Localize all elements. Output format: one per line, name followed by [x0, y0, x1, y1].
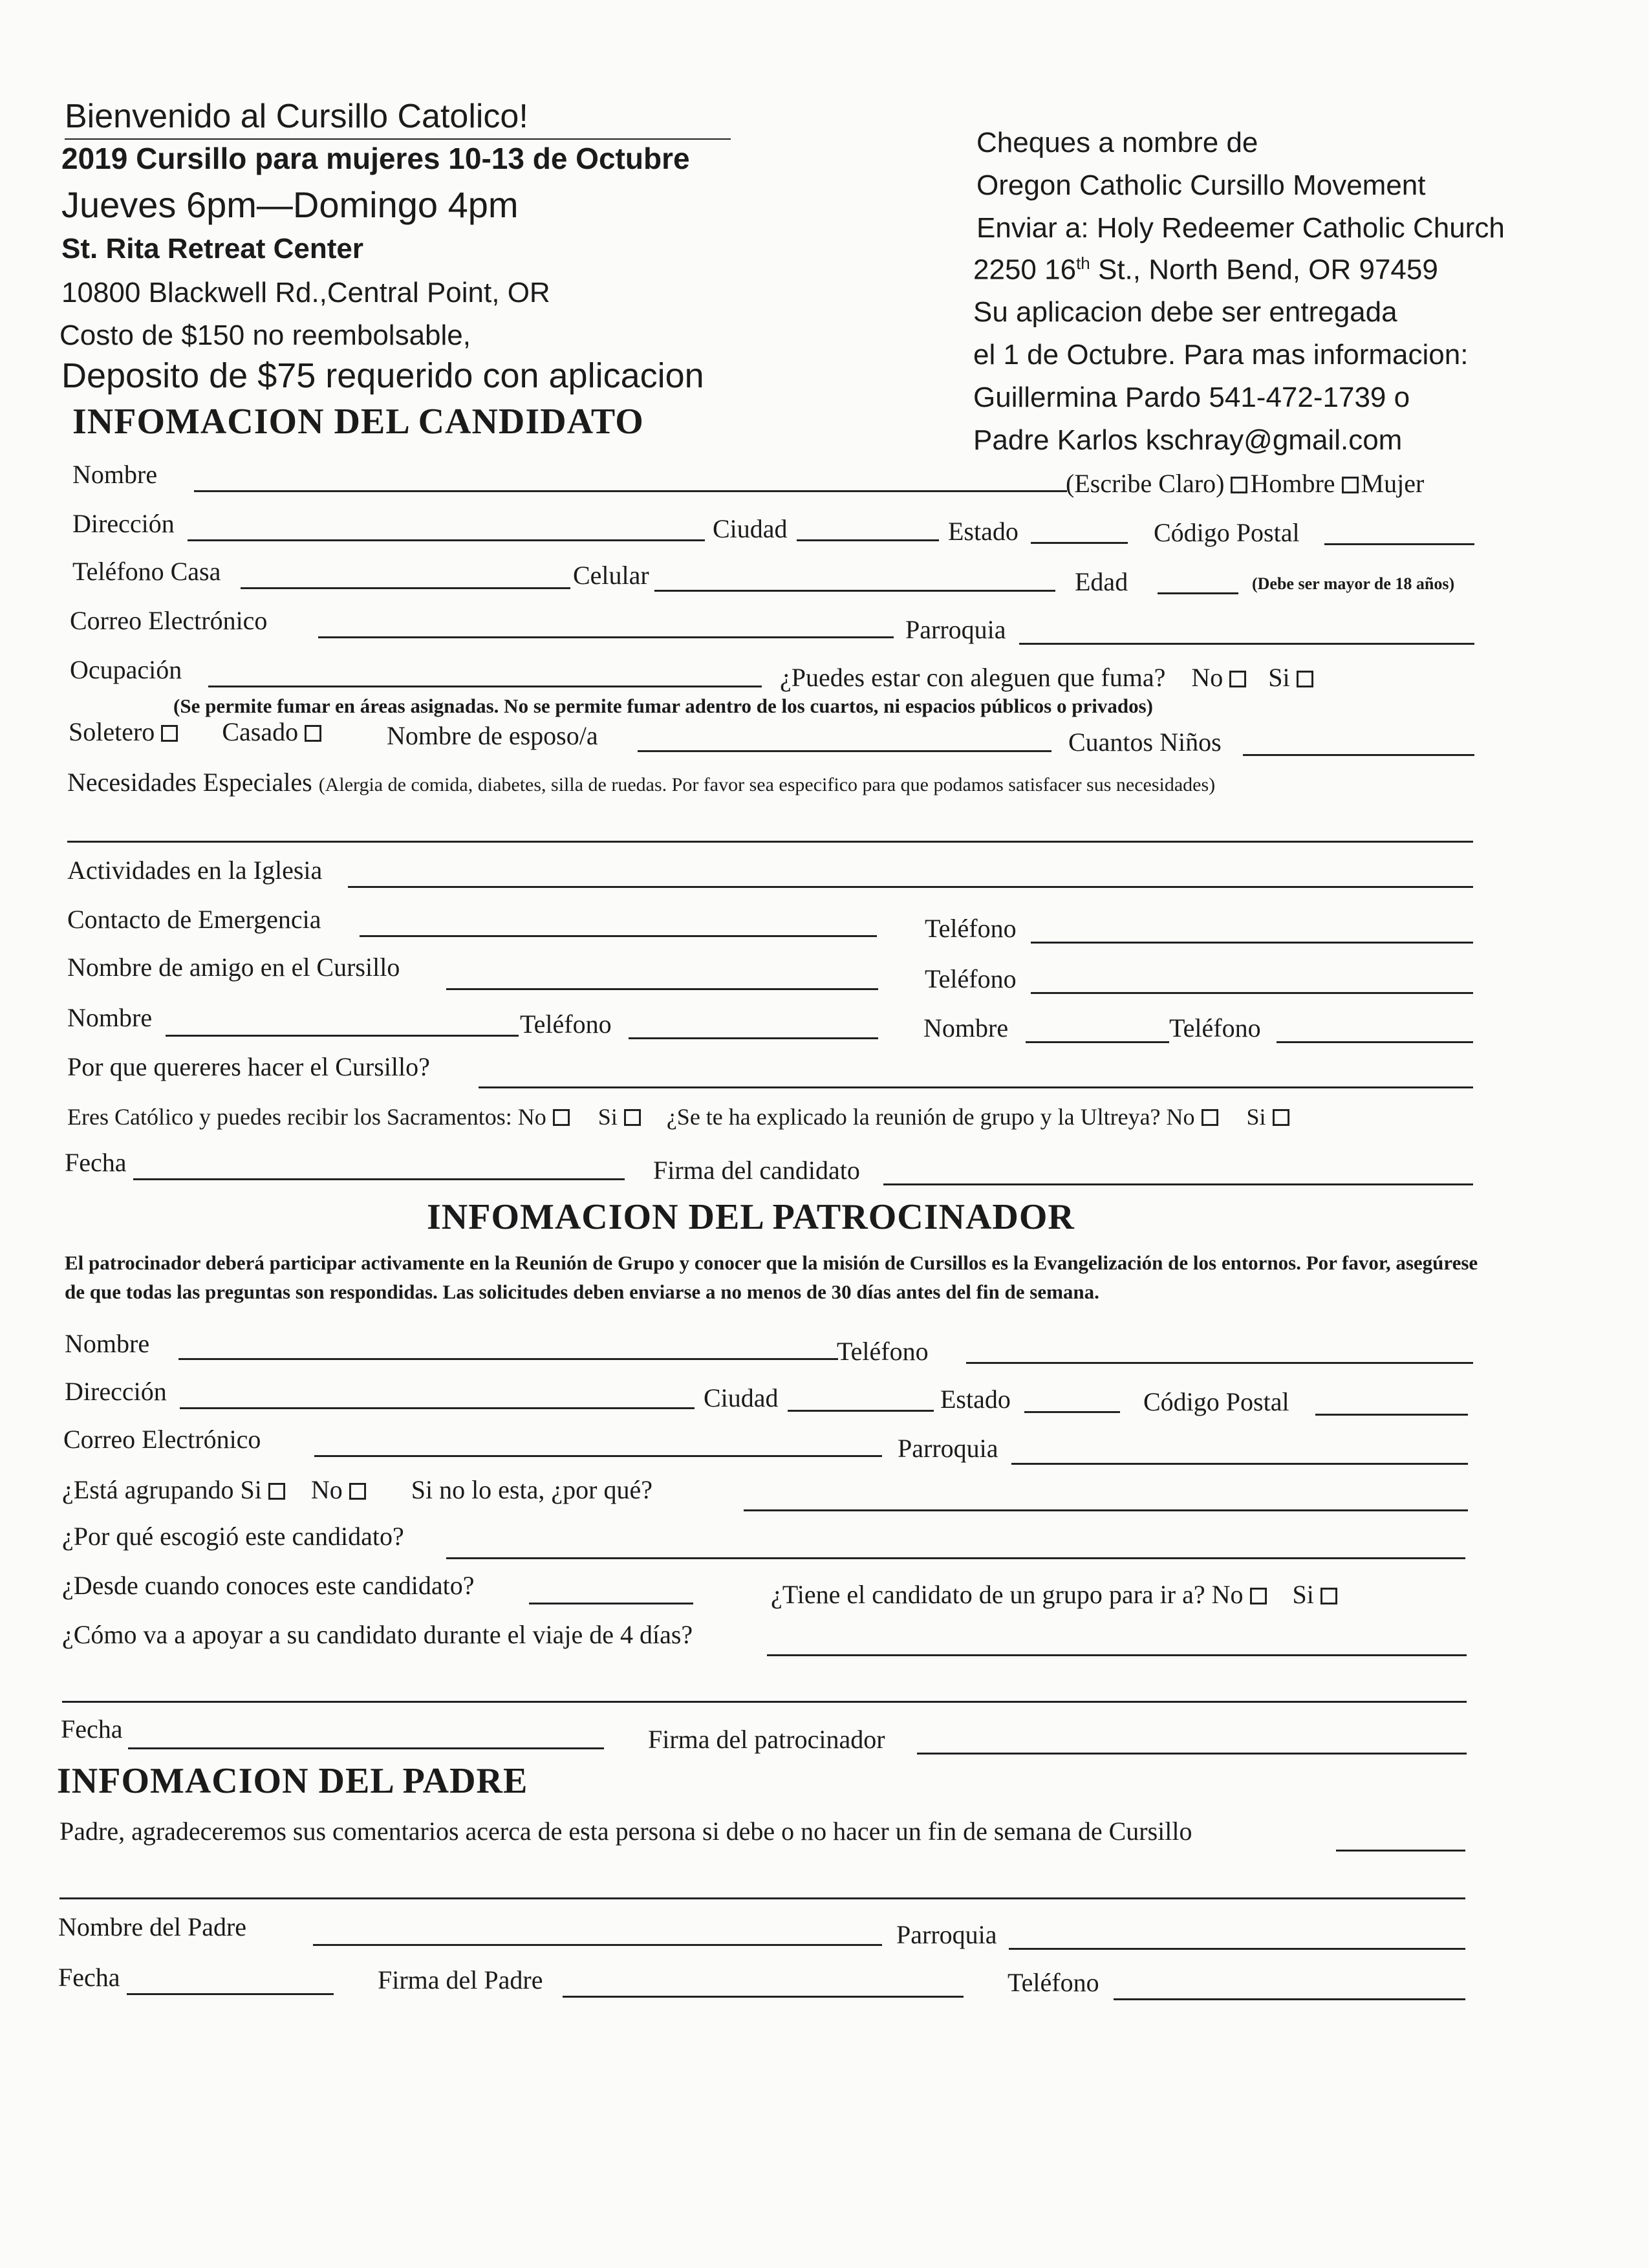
payment-line-6: el 1 de Octubre. Para mas informacion: — [973, 339, 1469, 371]
candidate-signature-field[interactable] — [883, 1183, 1473, 1185]
grouping-why-field[interactable] — [744, 1509, 1468, 1511]
candidate-email-label: Correo Electrónico — [70, 606, 268, 635]
candidate-age-label: Edad — [1075, 567, 1128, 596]
candidate-zip-label: Código Postal — [1154, 518, 1300, 547]
support-plan-label: ¿Cómo va a apoyar a su candidato durante el viaje de 4 días? — [62, 1620, 693, 1649]
why-chose-label: ¿Por qué escogió este candidato? — [62, 1522, 404, 1551]
single-checkbox[interactable] — [161, 725, 178, 742]
spouse-name-label: Nombre de esposo/a — [387, 721, 598, 750]
priest-request-field-2[interactable] — [59, 1897, 1465, 1899]
candidate-cell-field[interactable] — [654, 590, 1055, 592]
sponsor-email-label: Correo Electrónico — [63, 1425, 261, 1454]
payment-line-2: Oregon Catholic Cursillo Movement — [976, 169, 1426, 201]
support-plan-field-1[interactable] — [767, 1654, 1467, 1656]
priest-signature-label: Firma del Padre — [378, 1965, 543, 1994]
children-count-field[interactable] — [1243, 754, 1474, 756]
has-group-label: ¿Tiene el candidato de un grupo para ir a? No — [771, 1580, 1244, 1609]
grouping-yes-checkbox[interactable] — [268, 1483, 285, 1500]
candidate-zip-field[interactable] — [1324, 543, 1474, 545]
sponsor-zip-field[interactable] — [1315, 1414, 1468, 1416]
smoking-question-group — [780, 662, 1316, 693]
spouse-name-field[interactable] — [638, 750, 1051, 752]
known-since-field[interactable] — [529, 1603, 693, 1604]
married-label: Casado — [222, 717, 299, 746]
sponsor-phone-label: Teléfono — [837, 1337, 929, 1366]
why-cursillo-label: Por que quereres hacer el Cursillo? — [67, 1052, 430, 1081]
special-needs-label: Necesidades Especiales — [67, 768, 312, 797]
candidate-name-label: Nombre — [72, 460, 158, 489]
event-schedule: Jueves 6pm—Domingo 4pm — [61, 184, 519, 225]
smoking-yes-label: Si — [1268, 663, 1290, 692]
sponsor-email-field[interactable] — [314, 1455, 882, 1457]
friend-phone-label: Teléfono — [925, 964, 1017, 993]
grouping-label: ¿Está agrupando Si — [62, 1475, 262, 1504]
candidate-state-field[interactable] — [1031, 542, 1128, 544]
friend-phone-field[interactable] — [1031, 992, 1473, 994]
cost-text: Costo de $150 no reembolsable, — [59, 319, 471, 351]
candidate-age-field[interactable] — [1158, 592, 1238, 594]
candidate-city-label: Ciudad — [713, 514, 788, 543]
smoking-no-label: No — [1191, 663, 1223, 692]
cursillo-friend-label: Nombre de amigo en el Cursillo — [67, 953, 400, 982]
has-group-yes-checkbox[interactable] — [1320, 1588, 1337, 1604]
church-activities-field[interactable] — [348, 886, 1473, 888]
grouping-no-label: No — [310, 1475, 343, 1504]
candidate-age-note: (Debe ser mayor de 18 años) — [1252, 574, 1455, 593]
candidate-name-field[interactable] — [194, 490, 1067, 492]
payment-line-8: Padre Karlos kschray@gmail.com — [973, 424, 1403, 456]
priest-section-title: INFOMACION DEL PADRE — [57, 1761, 528, 1801]
priest-name-label: Nombre del Padre — [58, 1912, 247, 1941]
hombre-label: Hombre — [1250, 469, 1335, 498]
deposit-text: Deposito de $75 requerido con aplicacion — [61, 356, 704, 395]
ref-phone-field-1[interactable] — [629, 1037, 878, 1039]
mujer-checkbox[interactable] — [1342, 477, 1359, 493]
married-checkbox[interactable] — [305, 725, 321, 742]
has-group-group — [771, 1579, 1340, 1610]
sponsor-address-label: Dirección — [65, 1377, 167, 1406]
candidate-address-field[interactable] — [188, 539, 705, 541]
payment-line-4-sup: th — [1076, 254, 1090, 273]
church-activities-label: Actividades en la Iglesia — [67, 856, 323, 885]
candidate-state-label: Estado — [948, 517, 1018, 546]
why-chose-field[interactable] — [446, 1557, 1465, 1559]
venue-address: 10800 Blackwell Rd.,Central Point, OR — [61, 277, 550, 308]
priest-date-label: Fecha — [58, 1963, 120, 1992]
smoking-question-label: ¿Puedes estar con aleguen que fuma? — [780, 663, 1166, 692]
smoking-note: (Se permite fumar en áreas asignadas. No se permite fumar adentro de los cuartos, ni espacios públicos o privados) — [173, 695, 1153, 717]
children-count-label: Cuantos Niños — [1068, 728, 1222, 757]
grouping-no-checkbox[interactable] — [349, 1483, 366, 1500]
sponsor-date-field[interactable] — [128, 1747, 604, 1749]
catholic-question-group — [67, 1103, 1292, 1130]
sponsor-parish-field[interactable] — [1011, 1463, 1468, 1465]
catholic-no-checkbox[interactable] — [553, 1109, 570, 1126]
mujer-label: Mujer — [1361, 469, 1425, 498]
priest-request-label: Padre, agradeceremos sus comentarios acerca de esta persona si debe o no hacer un fin de semana de Cursillo — [59, 1817, 1192, 1846]
sponsor-signature-label: Firma del patrocinador — [648, 1725, 885, 1754]
candidate-city-field[interactable] — [797, 539, 939, 541]
priest-request-field-1[interactable] — [1336, 1850, 1465, 1852]
has-group-yes-label: Si — [1292, 1580, 1314, 1609]
payment-line-1: Cheques a nombre de — [976, 127, 1258, 158]
priest-phone-field[interactable] — [1114, 1998, 1465, 2000]
cursillo-friend-field[interactable] — [446, 988, 878, 990]
payment-line-4 — [973, 254, 1438, 286]
venue-name: St. Rita Retreat Center — [61, 233, 364, 265]
payment-line-3: Enviar a: Holy Redeemer Catholic Church — [976, 212, 1505, 244]
priest-signature-field[interactable] — [563, 1996, 964, 1998]
sponsor-zip-label: Código Postal — [1143, 1387, 1289, 1416]
special-needs-field[interactable] — [67, 841, 1473, 843]
priest-parish-label: Parroquia — [896, 1920, 997, 1949]
emergency-contact-label: Contacto de Emergencia — [67, 905, 321, 934]
smoking-yes-checkbox[interactable] — [1297, 671, 1313, 687]
ref-name-label-2: Nombre — [923, 1013, 1009, 1042]
ref-name-field-1[interactable] — [166, 1035, 519, 1037]
sponsor-signature-field[interactable] — [917, 1753, 1467, 1755]
priest-name-field[interactable] — [313, 1944, 882, 1946]
known-since-label: ¿Desde cuando conoces este candidato? — [62, 1571, 475, 1600]
group-explained-yes-label: Si — [1246, 1104, 1266, 1130]
candidate-signature-label: Firma del candidato — [653, 1156, 860, 1185]
catholic-yes-label: Si — [598, 1104, 618, 1130]
payment-line-4-post: St., North Bend, OR 97459 — [1090, 254, 1438, 286]
marital-group — [69, 717, 324, 747]
ref-phone-label-1: Teléfono — [520, 1010, 612, 1039]
gender-group — [1066, 468, 1424, 499]
group-explained-label: ¿Se te ha explicado la reunión de grupo y la Ultreya? No — [666, 1104, 1195, 1130]
welcome-title: Bienvenido al Cursillo Catolico! — [65, 98, 528, 135]
smoking-no-checkbox[interactable] — [1229, 671, 1246, 687]
candidate-address-label: Dirección — [72, 509, 175, 538]
sponsor-intro: El patrocinador deberá participar activamente en la Reunión de Grupo y conocer que la misión de Cursillos es la Evangelización de los entornos. Por favor, asegúrese de que todas las preguntas son respondidas. Las solicitudes deben enviarse a no menos de 30 días antes del fin de semana. — [65, 1251, 1478, 1303]
priest-parish-field[interactable] — [1009, 1948, 1465, 1950]
candidate-home-phone-label: Teléfono Casa — [72, 557, 221, 586]
grouping-group — [62, 1474, 652, 1505]
candidate-date-label: Fecha — [65, 1148, 127, 1177]
candidate-parish-label: Parroquia — [905, 615, 1006, 644]
special-needs-group — [67, 767, 1215, 797]
payment-line-4-pre: 2250 16 — [973, 254, 1077, 286]
special-needs-note: (Alergia de comida, diabetes, silla de ruedas. Por favor sea especifico para que podamos satisfacer sus necesidades) — [318, 774, 1216, 795]
ref-name-field-2[interactable] — [1026, 1041, 1169, 1043]
emergency-phone-label: Teléfono — [925, 914, 1017, 943]
catholic-yes-checkbox[interactable] — [624, 1109, 641, 1126]
candidate-date-field[interactable] — [133, 1178, 625, 1180]
hombre-checkbox[interactable] — [1231, 477, 1247, 493]
has-group-no-checkbox[interactable] — [1250, 1588, 1267, 1604]
candidate-home-phone-field[interactable] — [241, 587, 570, 589]
candidate-section-title: INFOMACION DEL CANDIDATO — [72, 402, 644, 442]
ref-name-label-1: Nombre — [67, 1003, 153, 1032]
single-label: Soletero — [69, 717, 155, 746]
group-explained-no-checkbox[interactable] — [1202, 1109, 1218, 1126]
candidate-cell-label: Celular — [573, 561, 649, 590]
event-title: 2019 Cursillo para mujeres 10-13 de Octubre — [61, 142, 690, 175]
sponsor-state-label: Estado — [940, 1385, 1011, 1414]
priest-date-field[interactable] — [127, 1993, 334, 1995]
welcome-underline — [65, 138, 731, 140]
payment-line-7: Guillermina Pardo 541-472-1739 o — [973, 382, 1410, 413]
ref-phone-field-2[interactable] — [1277, 1041, 1473, 1043]
candidate-parish-field[interactable] — [1019, 643, 1474, 645]
priest-phone-label: Teléfono — [1008, 1968, 1099, 1997]
group-explained-yes-checkbox[interactable] — [1273, 1109, 1289, 1126]
sponsor-address-field[interactable] — [180, 1407, 695, 1409]
candidate-occupation-field[interactable] — [208, 686, 762, 687]
sponsor-state-field[interactable] — [1024, 1411, 1120, 1413]
sponsor-section-title: INFOMACION DEL PATROCINADOR — [427, 1197, 1075, 1237]
emergency-contact-field[interactable] — [360, 935, 877, 937]
emergency-phone-field[interactable] — [1031, 942, 1473, 944]
sponsor-city-label: Ciudad — [704, 1383, 779, 1412]
escribe-claro-label: (Escribe Claro) — [1066, 469, 1225, 498]
sponsor-city-field[interactable] — [788, 1410, 934, 1412]
sponsor-name-field[interactable] — [178, 1358, 838, 1360]
candidate-occupation-label: Ocupación — [70, 655, 182, 684]
sponsor-date-label: Fecha — [61, 1714, 123, 1744]
candidate-email-field[interactable] — [318, 636, 894, 638]
sponsor-parish-label: Parroquia — [898, 1434, 998, 1463]
sponsor-phone-field[interactable] — [966, 1362, 1473, 1364]
ref-phone-label-2: Teléfono — [1169, 1013, 1261, 1042]
why-cursillo-field[interactable] — [479, 1086, 1473, 1088]
support-plan-field-2[interactable] — [62, 1701, 1467, 1703]
sponsor-name-label: Nombre — [65, 1329, 150, 1358]
payment-line-5: Su aplicacion debe ser entregada — [973, 296, 1397, 328]
catholic-question-label: Eres Católico y puedes recibir los Sacramentos: No — [67, 1104, 546, 1130]
grouping-why-label: Si no lo esta, ¿por qué? — [411, 1475, 652, 1504]
